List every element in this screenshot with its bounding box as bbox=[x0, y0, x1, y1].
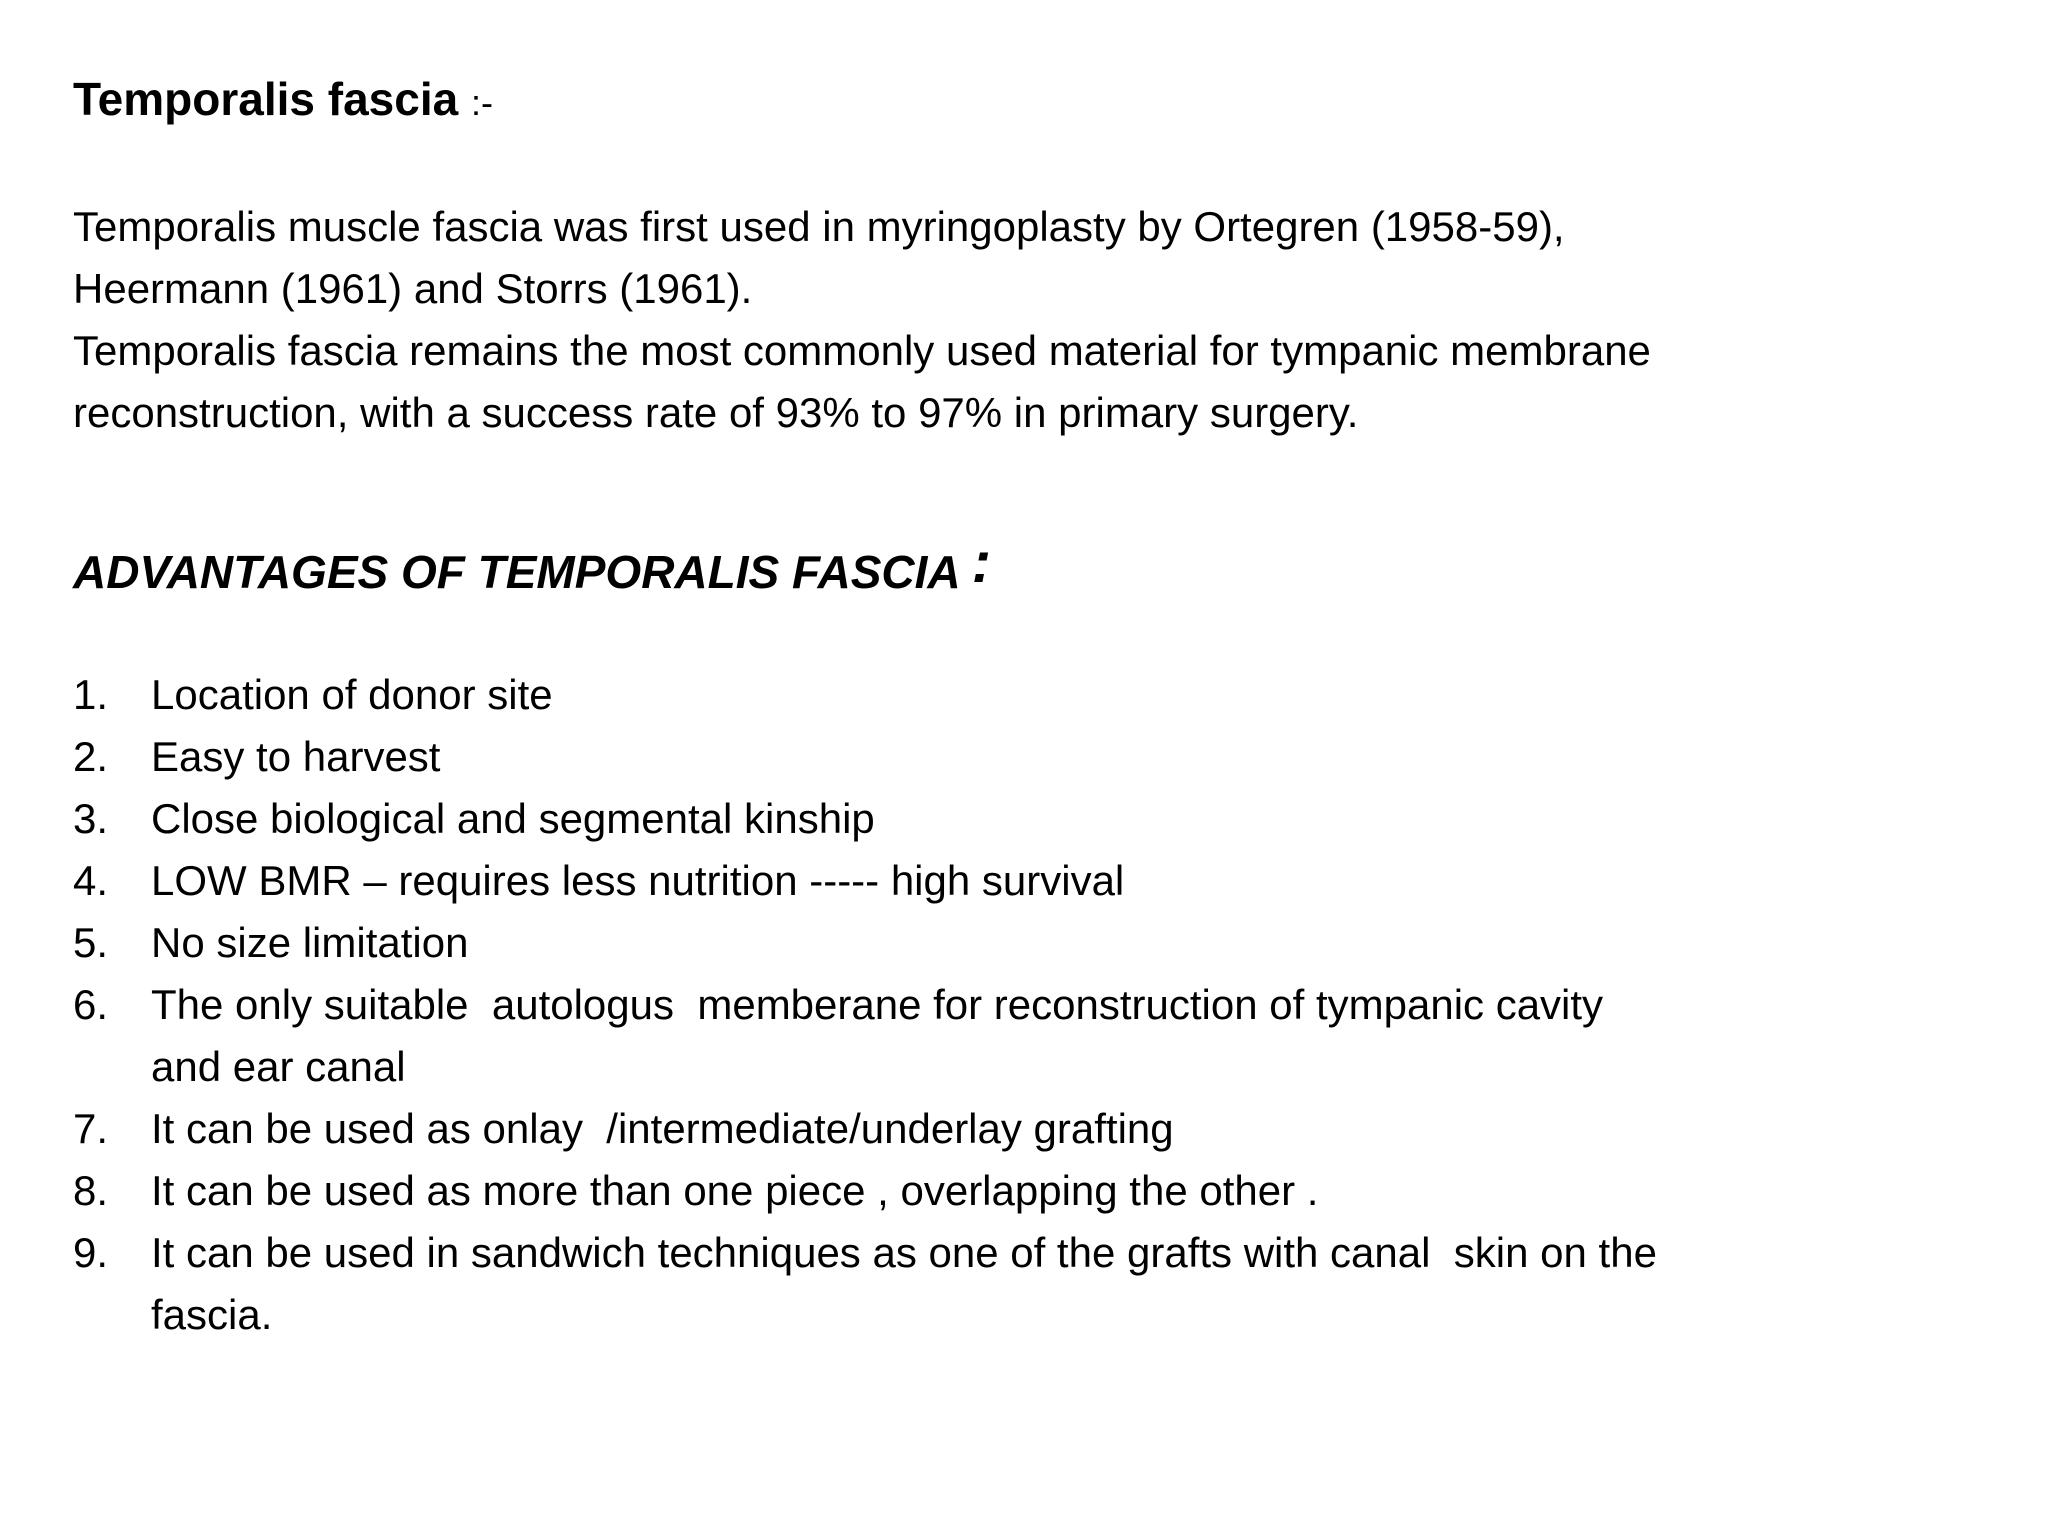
intro-line: Temporalis muscle fascia was first used in myringoplasty by Ortegren (1958-59), bbox=[73, 203, 1565, 250]
intro-line: reconstruction, with a success rate of 93% to 97% in primary surgery. bbox=[73, 389, 1359, 436]
list-item-number: 6. bbox=[73, 981, 109, 1028]
list-item-line: No size limitation bbox=[151, 919, 469, 966]
list-item-text bbox=[151, 726, 1931, 788]
list-item-number: 3. bbox=[73, 795, 109, 842]
list-item-text bbox=[151, 974, 1931, 1098]
list-item-line: Location of donor site bbox=[151, 671, 553, 718]
list-item bbox=[73, 726, 1973, 788]
list-item-line: fascia. bbox=[151, 1291, 273, 1338]
list-item-text bbox=[151, 850, 1931, 912]
list-item bbox=[73, 912, 1973, 974]
list-item-number: 4. bbox=[73, 857, 109, 904]
list-item-text bbox=[151, 1222, 1931, 1346]
list-item bbox=[73, 1222, 1973, 1346]
intro-paragraph bbox=[73, 196, 1973, 444]
list-item bbox=[73, 1098, 1973, 1160]
list-item-text bbox=[151, 912, 1931, 974]
list-item-text bbox=[151, 788, 1931, 850]
heading-title: Temporalis fascia bbox=[73, 73, 459, 125]
list-item-text bbox=[151, 664, 1931, 726]
list-item-line: Easy to harvest bbox=[151, 733, 441, 780]
advantages-title: ADVANTAGES OF TEMPORALIS FASCIA bbox=[73, 546, 959, 598]
list-item-line: and ear canal bbox=[151, 1043, 406, 1090]
intro-line: Temporalis fascia remains the most commonly used material for tympanic membrane bbox=[73, 327, 1651, 374]
list-item-number: 7. bbox=[73, 1105, 109, 1152]
list-item-line: Close biological and segmental kinship bbox=[151, 795, 875, 842]
list-item bbox=[73, 664, 1973, 726]
list-item-line: It can be used in sandwich techniques as one of the grafts with canal skin on the bbox=[151, 1229, 1657, 1276]
list-item-number: 9. bbox=[73, 1229, 109, 1276]
list-item bbox=[73, 788, 1973, 850]
advantages-heading bbox=[73, 532, 991, 603]
intro-line: Heermann (1961) and Storrs (1961). bbox=[73, 265, 753, 312]
list-item-text bbox=[151, 1098, 1931, 1160]
list-item-number: 8. bbox=[73, 1167, 109, 1214]
list-item-number: 2. bbox=[73, 733, 109, 780]
slide-heading bbox=[73, 70, 493, 132]
list-item-line: The only suitable autologus memberane for reconstruction of tympanic cavity bbox=[151, 981, 1604, 1028]
list-item bbox=[73, 1160, 1973, 1222]
list-item-line: It can be used as onlay /intermediate/underlay grafting bbox=[151, 1105, 1174, 1152]
list-item-line: It can be used as more than one piece , overlapping the other . bbox=[151, 1167, 1319, 1214]
advantages-list bbox=[73, 664, 1973, 1346]
list-item-number: 1. bbox=[73, 671, 109, 718]
list-item-number: 5. bbox=[73, 919, 109, 966]
list-item bbox=[73, 974, 1973, 1098]
list-item bbox=[73, 850, 1973, 912]
heading-suffix: :- bbox=[471, 82, 493, 123]
list-item-line: LOW BMR – requires less nutrition ----- high survival bbox=[151, 857, 1125, 904]
advantages-colon: : bbox=[971, 530, 992, 595]
list-item-text bbox=[151, 1160, 1931, 1222]
